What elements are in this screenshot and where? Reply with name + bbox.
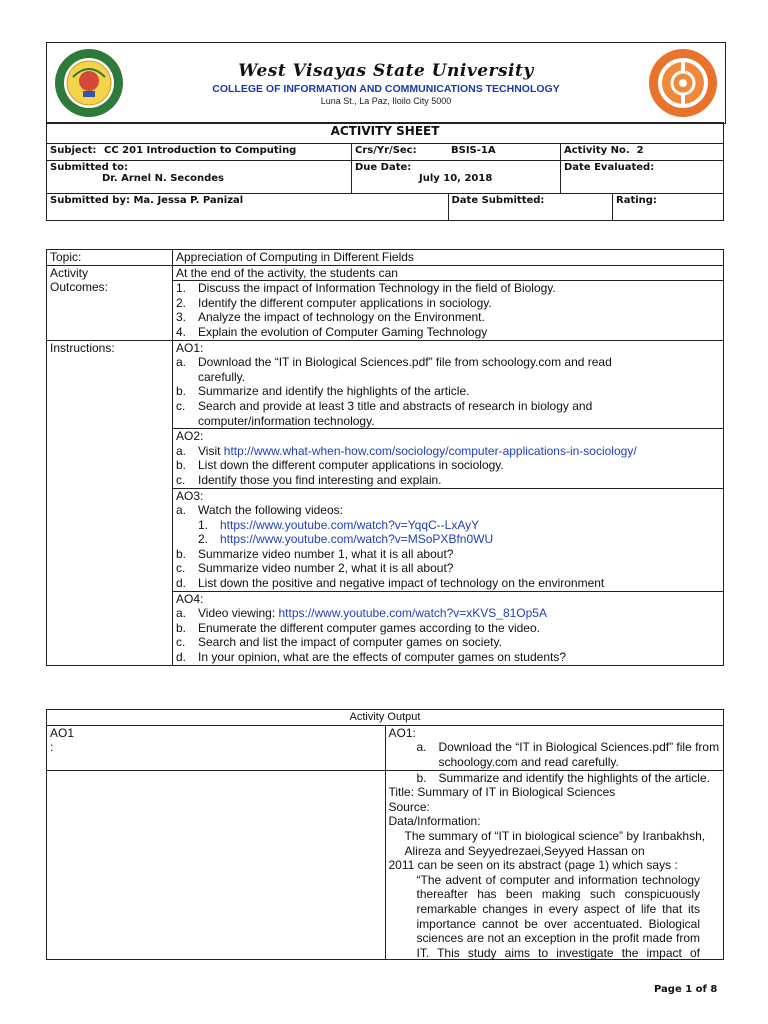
due-date-label: Due Date:	[355, 162, 412, 173]
output-row-label-empty	[47, 770, 386, 959]
list-item: 2. https://www.youtube.com/watch?v=MSoPXBfn0WU	[198, 532, 494, 547]
outcomes-intro: At the end of the activity, the students can	[173, 266, 723, 282]
list-item: b. List down the different computer applications in sociology.	[176, 458, 504, 473]
list-item: c. Search and list the impact of computer games on society.	[176, 635, 502, 650]
outcomes-label-line-2: Outcomes:	[50, 280, 109, 295]
submitted-to-value: Dr. Arnel N. Secondes	[102, 173, 225, 184]
activity-sheet-table	[46, 122, 724, 221]
activity-details-table	[46, 249, 724, 666]
summary-text-line-2: 2011 can be seen on its abstract (page 1) which says :	[388, 858, 678, 873]
list-item: b. Summarize and identify the highlights of the article.	[416, 770, 710, 785]
activity-number-value: 2	[636, 145, 644, 156]
wvsu-seal-logo	[53, 47, 125, 119]
list-item: a. Download the “IT in Biological Sciences.pdf” file from schoology.com and read	[176, 355, 612, 370]
list-item: d. In your opinion, what are the effects of computer games on students?	[176, 650, 566, 665]
list-item: c. Identify those you find interesting and explain.	[176, 472, 442, 487]
list-item: c. Search and provide at least 3 title and abstracts of research in biology and	[176, 398, 593, 413]
due-date-cell	[352, 161, 561, 194]
submitted-to-cell	[47, 161, 352, 194]
rating-label: Rating:	[613, 194, 724, 221]
date-evaluated-cell	[561, 161, 724, 194]
date-submitted-label: Date Submitted:	[448, 194, 613, 221]
crs-label: Crs/Yr/Sec:	[352, 144, 449, 161]
list-item: d. List down the positive and negative impact of technology on the environment	[176, 576, 605, 591]
college-name: COLLEGE OF INFORMATION AND COMMUNICATIONS TECHNOLOGY	[212, 83, 560, 95]
list-item: 2. Identify the different computer applications in sociology.	[176, 295, 492, 310]
activity-output-title: Activity Output	[47, 710, 724, 726]
list-item: a. Watch the following videos:	[176, 503, 343, 518]
ao4-instructions	[173, 591, 724, 665]
gaming-video-link[interactable]: https://www.youtube.com/watch?v=xKVS_81Op5A	[278, 606, 547, 621]
submitted-to-label: Submitted to:	[50, 162, 128, 173]
activity-number-label: Activity No.	[564, 145, 630, 156]
list-item: 3. Analyze the impact of technology on the Environment.	[176, 310, 485, 325]
list-item: b. Enumerate the different computer games according to the video.	[176, 620, 540, 635]
video-1-link[interactable]: https://www.youtube.com/watch?v=YqqC--LxAyY	[220, 517, 480, 532]
summary-data-line: Data/Information:	[388, 814, 481, 829]
ao2-instructions	[173, 429, 724, 488]
summary-source-line: Source:	[388, 799, 430, 814]
ao4-heading: AO4:	[176, 591, 204, 606]
summary-title-line: Title: Summary of IT in Biological Sciences	[388, 785, 616, 800]
output-row-label	[47, 725, 386, 770]
outcomes-label-line-1: Activity	[50, 265, 89, 280]
list-item-continued: computer/information technology.	[198, 413, 375, 428]
date-evaluated-label: Date Evaluated:	[564, 162, 655, 173]
activity-number-cell	[561, 144, 724, 161]
university-name: West Visayas State University	[238, 61, 534, 81]
due-date-value: July 10, 2018	[419, 173, 493, 184]
ao3-instructions	[173, 488, 724, 591]
cict-seal-logo	[647, 47, 719, 119]
list-item: a. Download the “IT in Biological Sciences.pdf” file from schoology.com and read carefully.	[416, 740, 720, 769]
subject-value: CC 201 Introduction to Computing	[101, 144, 352, 161]
list-item: 4. Explain the evolution of Computer Gaming Technology	[176, 324, 488, 339]
video-2-link[interactable]: https://www.youtube.com/watch?v=MSoPXBfn0WU	[220, 532, 494, 547]
ao3-heading: AO3:	[176, 488, 204, 503]
list-item: b. Summarize and identify the highlights of the article.	[176, 384, 470, 399]
list-item: a. Visit http://www.what-when-how.com/sociology/computer-applications-in-sociology/	[176, 443, 637, 458]
crs-value: BSIS-1A	[448, 144, 561, 161]
ao1-instructions	[173, 340, 724, 429]
list-item: 1. Discuss the impact of Information Technology in the field of Biology.	[176, 281, 556, 296]
list-item-continued: carefully.	[198, 369, 246, 384]
college-address: Luna St., La Paz, Iloilo City 5000	[320, 96, 452, 106]
submitted-by: Submitted by: Ma. Jessa P. Panizal	[47, 194, 449, 221]
abstract-quote: “The advent of computer and information technology thereafter has been making such conspicuously remarkable changes in every aspect of life that its importance cannot be over accentuated. Biological sciences are not an exception in the profit made from IT. This study aims to investigate the impact of	[416, 872, 700, 959]
outcomes-label-cell	[47, 265, 173, 340]
output-ao1-header	[385, 725, 724, 770]
list-item: b. Summarize video number 1, what it is all about?	[176, 546, 454, 561]
subject-label: Subject:	[47, 144, 102, 161]
sociology-link[interactable]: http://www.what-when-how.com/sociology/computer-applications-in-sociology/	[223, 443, 637, 458]
letterhead	[46, 42, 726, 124]
ao1-heading: AO1:	[176, 340, 204, 355]
page-number: Page 1 of 8	[654, 984, 718, 995]
outcomes-cell	[173, 265, 724, 340]
activity-sheet-title: ACTIVITY SHEET	[47, 123, 724, 144]
topic-value: Appreciation of Computing in Different Fields	[173, 250, 724, 266]
instructions-label: Instructions:	[47, 340, 173, 665]
ao2-heading: AO2:	[176, 429, 204, 444]
output-ao1-content	[385, 770, 724, 959]
summary-text-line-1: The summary of “IT in biological science” by Iranbakhsh, Alireza and Seyyedrezaei,Seyyed Hassan on	[404, 828, 706, 858]
activity-output-table	[46, 709, 724, 960]
output-ao1-heading: AO1:	[388, 725, 416, 740]
topic-label: Topic:	[47, 250, 173, 266]
list-item: 1. https://www.youtube.com/watch?v=YqqC--LxAyY	[198, 517, 480, 532]
output-row-label-line-2: :	[50, 740, 54, 755]
output-row-label-line-1: AO1	[50, 725, 75, 740]
list-item: a. Video viewing: https://www.youtube.com/watch?v=xKVS_81Op5A	[176, 606, 547, 621]
list-item: c. Summarize video number 2, what it is all about?	[176, 561, 454, 576]
